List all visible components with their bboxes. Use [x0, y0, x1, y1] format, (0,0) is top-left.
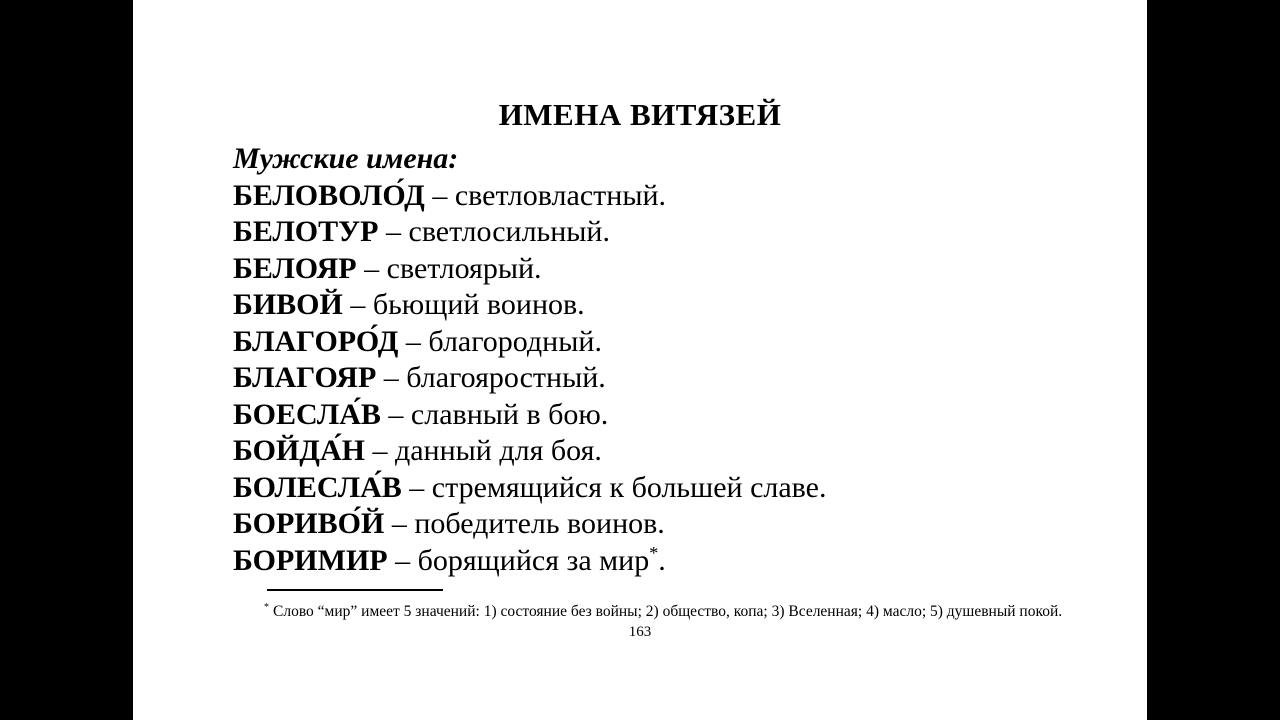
- entry-dash: –: [409, 470, 425, 504]
- entry-dash: –: [386, 215, 401, 248]
- name-entry: [233, 397, 1113, 434]
- entry-meaning: светлоярый.: [386, 251, 542, 285]
- entry-name: БЛАГОЯР: [233, 361, 377, 394]
- name-entry: [233, 251, 1113, 288]
- entry-dash: –: [395, 543, 411, 577]
- entry-meaning: благояростный.: [406, 361, 606, 394]
- name-entry: [233, 433, 1113, 470]
- entry-meaning: данный для боя.: [394, 434, 602, 467]
- entry-name: БОЕСЛА́В: [233, 397, 381, 431]
- name-entry: [233, 287, 1113, 324]
- name-entry: [233, 178, 1113, 215]
- name-entries: [233, 178, 1113, 580]
- entry-dash: –: [388, 397, 404, 431]
- entry-name: БОРИВО́Й: [233, 507, 385, 540]
- entry-dash: –: [391, 507, 407, 540]
- entry-dash: –: [372, 434, 388, 467]
- entry-meaning: светловластный.: [454, 178, 667, 212]
- names-list: [233, 141, 1113, 579]
- name-entry: [233, 360, 1113, 397]
- name-entry: [233, 470, 1113, 507]
- entry-dash: –: [350, 288, 366, 321]
- footnote-text: Слово “мир” имеет 5 значений: 1) состояние без войны; 2) общество, копа; 3) Вселенная; 4) масло; 5) душевный покой.: [273, 603, 1063, 621]
- entry-name: БОЙДА́Н: [233, 434, 365, 467]
- entry-meaning: борящийся за мир: [417, 543, 650, 577]
- name-entry: [233, 214, 1113, 251]
- entry-meaning: победитель воинов.: [414, 507, 665, 540]
- entry-meaning: стремящийся к большей славе.: [431, 470, 827, 504]
- entry-name: БЕЛОТУР: [233, 215, 379, 248]
- page-title: ИМЕНА ВИТЯЗЕЙ: [498, 97, 782, 132]
- entry-meaning: благородный.: [428, 324, 602, 358]
- entry-meaning: славный в бою.: [410, 397, 609, 431]
- name-entry: [233, 324, 1113, 361]
- entry-name: БИВОЙ: [233, 288, 343, 321]
- page-number: 163: [628, 624, 652, 640]
- entry-name: БЕЛОЯР: [233, 251, 357, 285]
- entry-name: БЕЛОВОЛО́Д: [233, 178, 425, 212]
- document-page: [133, 0, 1147, 720]
- name-entry: [233, 506, 1113, 543]
- entry-meaning: бьющий воинов.: [372, 288, 585, 321]
- footnote-marker: *: [264, 602, 269, 613]
- footnote: [264, 598, 1174, 621]
- section-heading: Мужские имена:: [233, 142, 459, 175]
- entry-name: БЛАГОРО́Д: [233, 324, 399, 358]
- name-entry: [233, 543, 1113, 580]
- entry-meaning: светлосильный.: [408, 215, 610, 248]
- entry-name: БОРИМИР: [233, 543, 388, 577]
- entry-dash: –: [405, 324, 421, 358]
- footnote-divider: [267, 589, 443, 591]
- entry-name: БОЛЕСЛА́В: [233, 470, 402, 504]
- entry-dash: –: [432, 178, 448, 212]
- entry-dash: –: [364, 251, 380, 285]
- entry-footnote-marker: *: [649, 542, 659, 563]
- entry-dash: –: [383, 361, 399, 394]
- entry-tail: .: [658, 543, 666, 577]
